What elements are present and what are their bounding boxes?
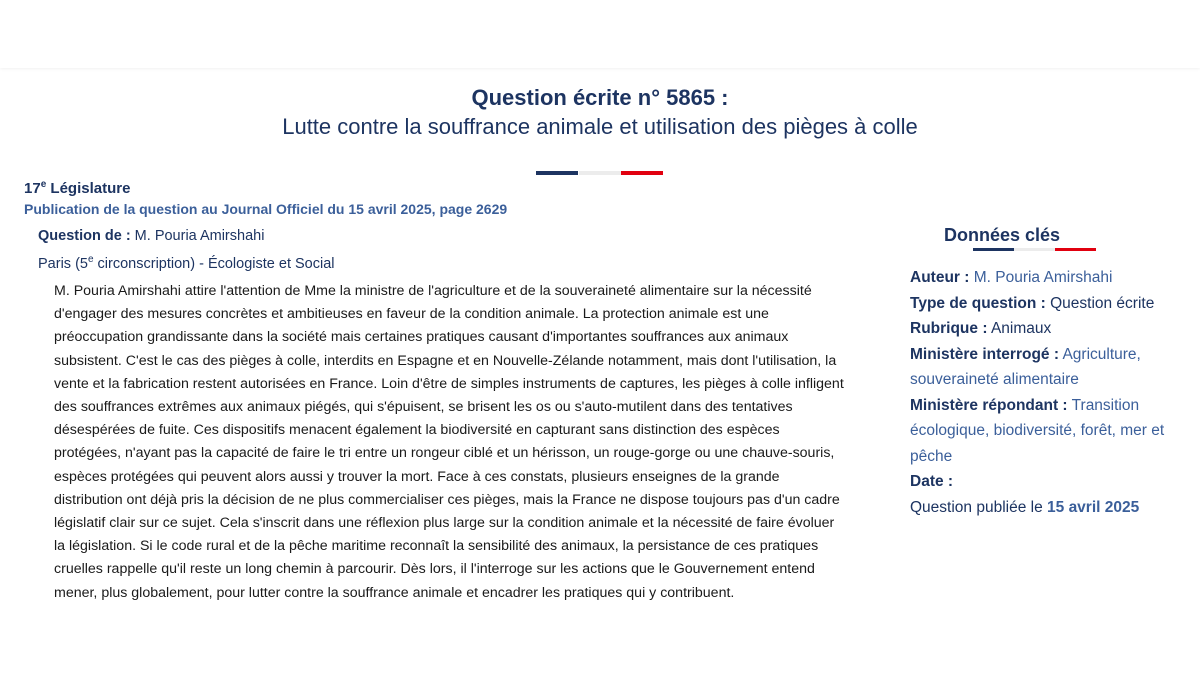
- date-value: 15 avril 2025: [1047, 498, 1140, 516]
- legislature-number: 17: [24, 180, 41, 197]
- tricolor-divider: [536, 171, 663, 175]
- ministry-answer-link[interactable]: Transition écologique, biodiversité, forêt, mer et pêche: [910, 396, 1165, 465]
- key-data-author: [910, 265, 1185, 291]
- author-link[interactable]: M. Pouria Amirshahi: [969, 269, 1113, 286]
- key-data-panel: [910, 222, 1185, 520]
- constituency-suffix: e: [87, 254, 94, 265]
- key-data-type: [910, 291, 1185, 317]
- key-data-underline: [973, 248, 1097, 251]
- question-author-block: [38, 225, 335, 276]
- legislature-title: [24, 175, 507, 199]
- key-data-rubric: [910, 316, 1185, 342]
- divider-white: [579, 171, 621, 175]
- divider-blue: [536, 171, 578, 175]
- legislature-label: Législature: [46, 180, 131, 197]
- rubric-label: Rubrique :: [910, 320, 988, 337]
- legislature-suffix: e: [40, 179, 47, 190]
- ministry-asked-label: Ministère interrogé :: [910, 345, 1059, 363]
- constituency-line: [38, 248, 335, 276]
- question-page: [0, 68, 1200, 700]
- publication-link[interactable]: Publication de la question au Journal Officiel du 15 avril 2025, page 2629: [24, 201, 508, 217]
- constituency-prefix: Paris (5: [38, 255, 88, 272]
- key-data-date-value: [910, 495, 1185, 521]
- date-label: Date :: [910, 473, 954, 490]
- key-data-date: [910, 469, 1185, 495]
- ministry-answer-label: Ministère répondant :: [910, 396, 1068, 414]
- question-from-label: Question de :: [38, 228, 131, 244]
- question-text: M. Pouria Amirshahi attire l'attention de Mme la ministre de l'agriculture et de la souveraineté alimentaire sur la nécessité d'engager des mesures concrètes et ambitieuses en faveur de la condition animale. La protection animale est une préoccupation grandissante dans la société mais certaines pratiques causant d'importantes souffrances aux animaux subsistent. C'est le cas des pièges à colle, interdits en Espagne et en Nouvelle-Zélande notamment, mais dont l'utilisation, la vente et la fabrication restent autorisées en France. Loin d'être de simples instruments de captures, les pièges à colle infligent des souffrances extrêmes aux animaux piégés, qui s'épuisent, se brisent les os ou s'auto-mutilent dans des tentatives désespérées de fuite. Ces dispositifs menacent également la biodiversité en capturant sans distinction des espèces protégées, n'ayant pas la capacité de faire le tri entre un rongeur ciblé et un hérisson, un rouge-gorge ou une chauve-souris, espèces protégées qui peuvent alors aussi y trouver la mort. Face à ces constats, plusieurs enseignes de la grande distribution ont déjà pris la décision de ne plus commercialiser ces pièges, mais la France ne dispose toujours pas d'un cadre législatif clair sur ce sujet. Cela s'inscrit dans une réflexion plus large sur la condition animale et la nécessité de faire évoluer la législation. Si le code rural et de la pêche maritime reconnaît la sensibilité des animaux, la persistance de ces pratiques cruelles rappelle qu'il reste un long chemin à parcourir. Dès lors, il l'interroge sur les actions que le Gouvernement entend mener, plus globalement, pour lutter contre la souffrance animale et encadrer les pratiques qui y contribuent.: [54, 283, 844, 601]
- question-title-block: [0, 84, 1200, 142]
- underline-red: [1055, 248, 1096, 251]
- date-prefix: Question publiée le: [910, 498, 1048, 516]
- question-title: Question écrite n° 5865 :: [471, 85, 729, 110]
- legislature-block: [24, 175, 507, 219]
- type-label: Type de question :: [910, 294, 1046, 312]
- key-data-ministry-asked: [910, 342, 1185, 393]
- ministry-asked-link[interactable]: Agriculture, souveraineté alimentaire: [910, 345, 1141, 388]
- question-from-line: [38, 225, 335, 248]
- underline-white: [1014, 248, 1055, 251]
- question-from-author: M. Pouria Amirshahi: [130, 228, 265, 244]
- constituency-rest: circonscription) - Écologiste et Social: [93, 255, 335, 272]
- rubric-value: Animaux: [987, 320, 1052, 337]
- author-label: Auteur :: [910, 269, 970, 286]
- divider-red: [621, 171, 663, 175]
- type-value: Question écrite: [1045, 294, 1155, 312]
- site-header-bar: [0, 0, 1200, 68]
- key-data-list: [910, 265, 1185, 520]
- key-data-title: Données clés: [943, 225, 1061, 245]
- underline-blue: [973, 248, 1014, 251]
- key-data-ministry-answer: [910, 393, 1185, 470]
- question-subtitle: Lutte contre la souffrance animale et utilisation des pièges à colle: [282, 114, 918, 139]
